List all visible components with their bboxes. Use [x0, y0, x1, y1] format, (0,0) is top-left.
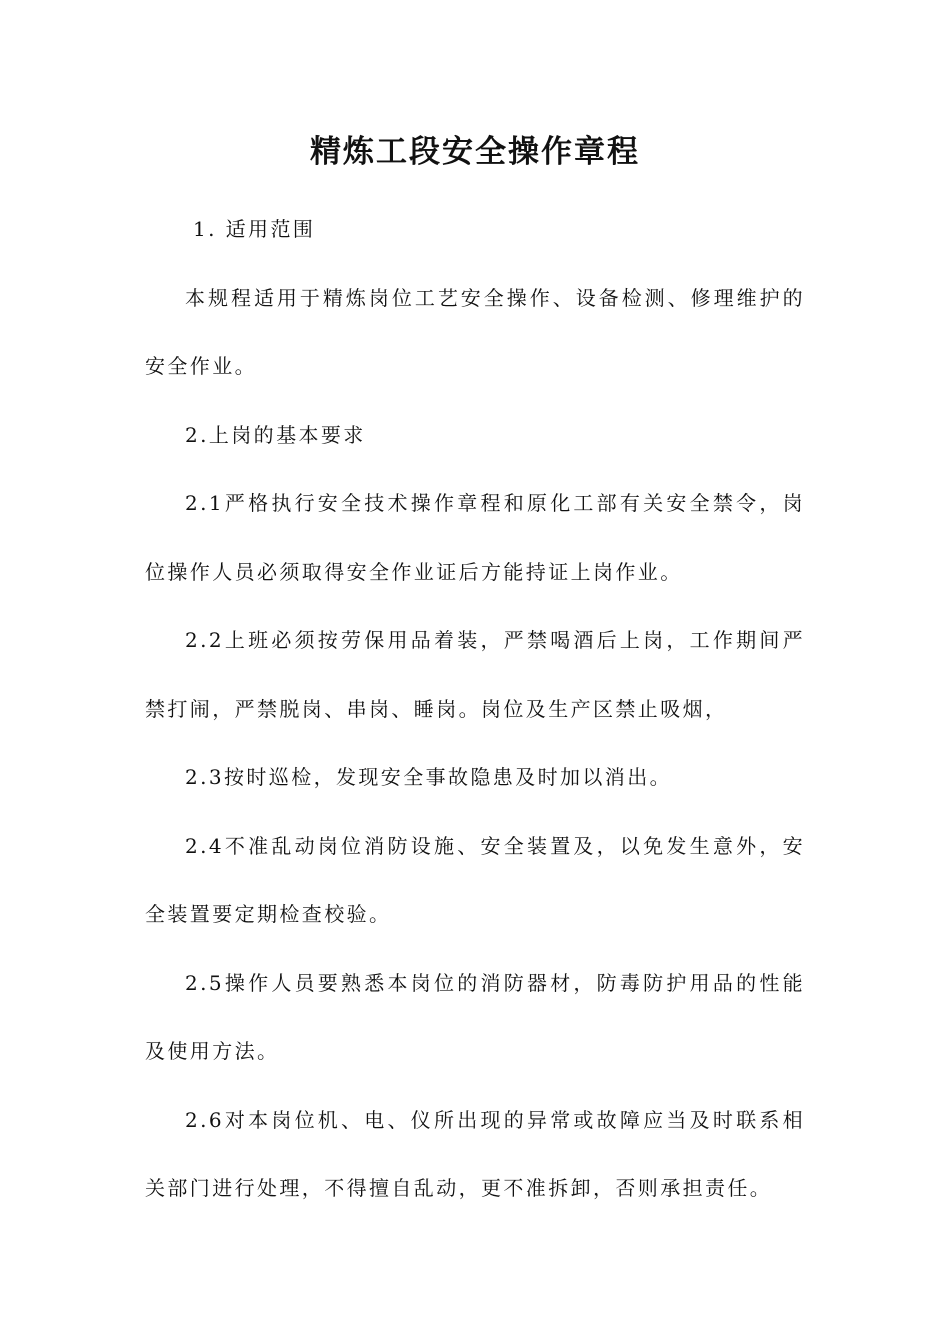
document-title: 精炼工段安全操作章程	[310, 134, 640, 170]
section-heading-requirements: 2.上岗的基本要求	[185, 422, 366, 447]
paragraph-2-6: 2.6对本岗位机、电、仪所出现的异常或故障应当及时联系相关部门进行处理，不得擅自乱动，更不准拆卸，否则承担责任。	[145, 1107, 805, 1200]
paragraph-2-1: 2.1严格执行安全技术操作章程和原化工部有关安全禁令，岗位操作人员必须取得安全作业证后方能持证上岗作业。	[145, 491, 805, 584]
paragraph-2-2: 2.2上班必须按劳保用品着装，严禁喝酒后上岗，工作期间严禁打闹，严禁脱岗、串岗、睡岗。岗位及生产区禁止吸烟，	[145, 628, 805, 721]
paragraph-2-5: 2.5操作人员要熟悉本岗位的消防器材，防毒防护用品的性能及使用方法。	[145, 970, 805, 1063]
section-heading-scope: 1. 适用范围	[193, 217, 316, 241]
paragraph-scope: 本规程适用于精炼岗位工艺安全操作、设备检测、修理维护的安全作业。	[145, 285, 805, 378]
document-body	[145, 195, 805, 1223]
paragraph-2-4: 2.4不准乱动岗位消防设施、安全装置及，以免发生意外，安全装置要定期检查校验。	[145, 833, 805, 926]
paragraph-2-3: 2.3按时巡检，发现安全事故隐患及时加以消出。	[185, 765, 673, 789]
